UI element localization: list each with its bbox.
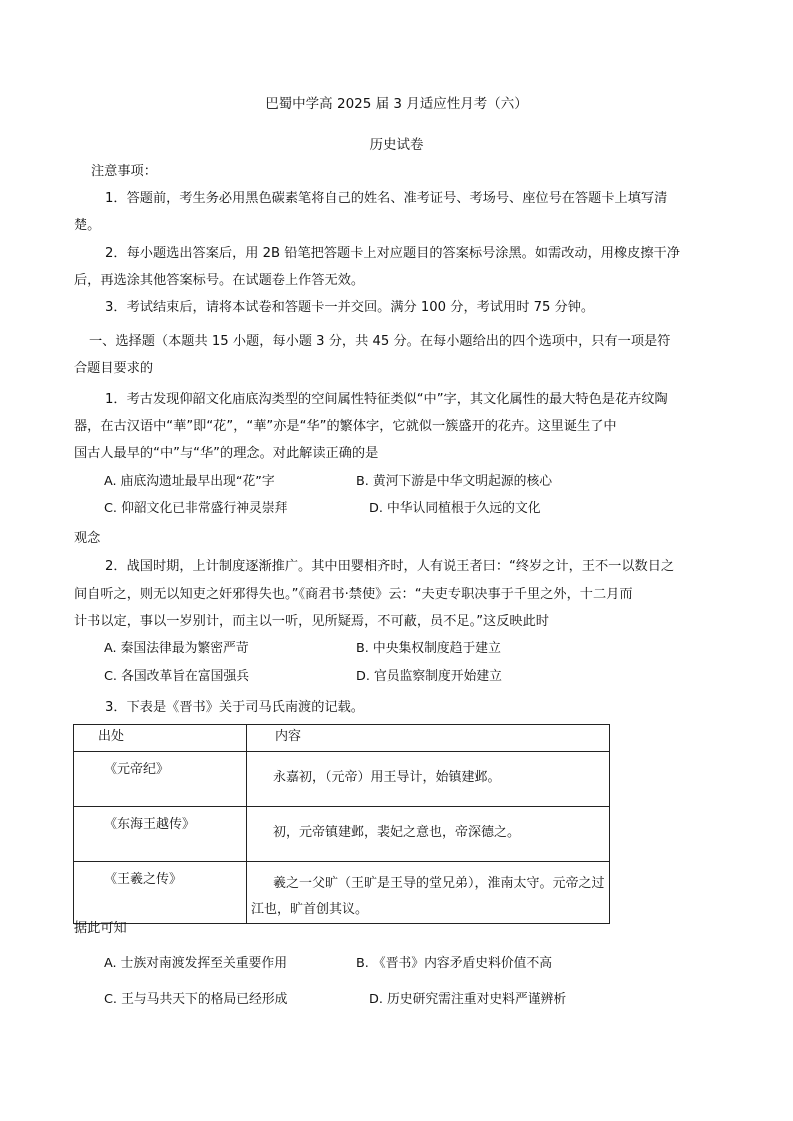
exam-title: 巴蜀中学高 2025 届 3 月适应性月考（六） xyxy=(265,96,528,112)
table-cell-content: 羲之一父旷（王旷是王导的堂兄弟），淮南太守。元帝之过江也，旷首创其议。 xyxy=(247,862,610,924)
notice-item-1-cont: 楚。 xyxy=(74,218,101,233)
table-row xyxy=(74,862,610,924)
table-header-content: 内容 xyxy=(247,725,610,752)
q1-option-b: B. 黄河下游是中华文明起源的核心 xyxy=(356,474,553,489)
section-heading-cont: 合题目要求的 xyxy=(74,361,154,376)
q3-option-b: B. 《晋书》内容矛盾史料价值不高 xyxy=(356,956,553,971)
q2-option-c: C. 各国改革旨在富国强兵 xyxy=(104,669,250,684)
q1-stem-line-1: 1．考古发现仰韶文化庙底沟类型的空间属性特征类似“中”字，其文化属性的最大特色是花卉纹陶 xyxy=(105,392,668,407)
q2-stem-line-3: 计书以定，事以一岁别计，而主以一听，见所疑焉，不可蔽，员不足。”这反映此时 xyxy=(74,614,549,629)
source-table xyxy=(73,724,610,924)
notice-item-1: 1．答题前，考生务必用黑色碳素笔将自己的姓名、准考证号、考场号、座位号在答题卡上填写清 xyxy=(105,191,668,206)
q1-stem-line-2: 器，在古汉语中“華”即“花”，“華”亦是“华”的繁体字，它就似一簇盛开的花卉。这里诞生了中 xyxy=(74,419,617,434)
table-row xyxy=(74,752,610,807)
table-cell-source: 《元帝纪》 xyxy=(74,752,247,807)
table-header-source: 出处 xyxy=(74,725,247,752)
q1-option-c: C. 仰韶文化已非常盛行神灵崇拜 xyxy=(104,501,288,516)
notice-item-3: 3．考试结束后，请将本试卷和答题卡一并交回。满分 100 分，考试用时 75 分钟。 xyxy=(105,300,595,315)
q2-option-d: D. 官员监察制度开始建立 xyxy=(356,669,502,684)
q2-option-b: B. 中央集权制度趋于建立 xyxy=(356,641,501,656)
q3-option-c: C. 王与马共天下的格局已经形成 xyxy=(104,992,288,1007)
table-cell-source: 《东海王越传》 xyxy=(74,807,247,862)
q3-option-a: A. 士族对南渡发挥至关重要作用 xyxy=(104,956,288,971)
table-cell-content: 初，元帝镇建邺，裴妃之意也，帝深德之。 xyxy=(247,807,610,862)
table-row xyxy=(74,807,610,862)
q3-stem: 3．下表是《晋书》关于司马氏南渡的记载。 xyxy=(105,700,364,715)
notice-item-2: 2．每小题选出答案后，用 2B 铅笔把答题卡上对应题目的答案标号涂黑。如需改动，用橡皮擦干净 xyxy=(105,246,680,261)
table-cell-content: 永嘉初，（元帝）用王导计，始镇建邺。 xyxy=(247,752,610,807)
q3-question: 据此可知 xyxy=(74,921,127,936)
q1-option-a: A. 庙底沟遗址最早出现“花”字 xyxy=(104,474,275,489)
table-cell-source: 《王羲之传》 xyxy=(74,862,247,924)
q2-stem-line-1: 2．战国时期，上计制度逐渐推广。其中田婴相齐时，人有说王者曰：“终岁之计，王不一以数日之 xyxy=(105,559,675,574)
notice-heading: 注意事项： xyxy=(91,164,157,179)
section-heading: 一、选择题（本题共 15 小题，每小题 3 分，共 45 分。在每小题给出的四个选项中，只有一项是符 xyxy=(89,334,671,349)
exam-subject: 历史试卷 xyxy=(369,137,424,153)
notice-item-2-cont: 后，再选涂其他答案标号。在试题卷上作答无效。 xyxy=(74,273,365,288)
q1-option-d-cont: 观念 xyxy=(74,531,101,546)
q1-stem-line-3: 国古人最早的“中”与“华”的理念。对此解读正确的是 xyxy=(74,446,379,461)
table-header-row xyxy=(74,725,610,752)
q3-option-d: D. 历史研究需注重对史料严谨辨析 xyxy=(369,992,567,1007)
q2-option-a: A. 秦国法律最为繁密严苛 xyxy=(104,641,249,656)
q2-stem-line-2: 间自听之，则无以知吏之奸邪得失也。”《商君书·禁使》云：“夫吏专职决事于千里之外，十二月而 xyxy=(74,587,633,602)
q1-option-d: D. 中华认同植根于久远的文化 xyxy=(369,501,541,516)
